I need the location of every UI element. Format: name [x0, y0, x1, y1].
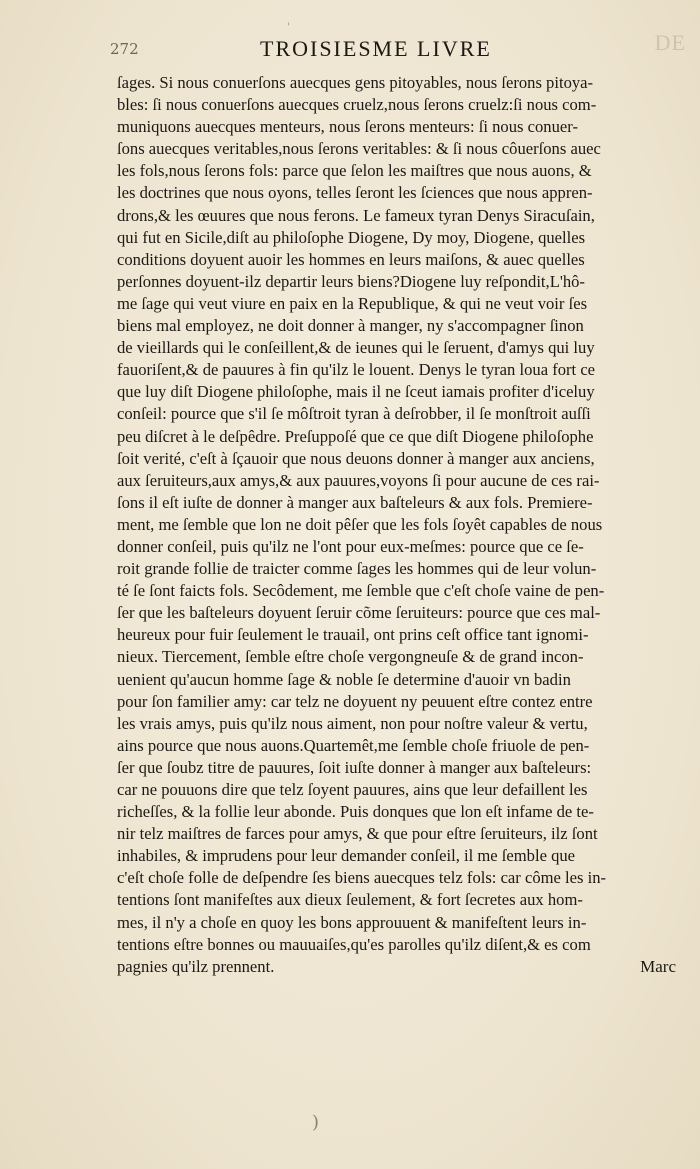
text-line: les vrais amys, puis qu'ilz nous aiment, non pour noſtre valeur & vertu,	[117, 713, 588, 733]
show-through-lines	[117, 975, 677, 1055]
text-line: té ſe ſont faicts fols. Secôdement, me ſemble que c'eſt choſe vaine de pen-	[117, 581, 605, 601]
text-line: perſonnes doyuent-ilz departir leurs biens?Diogene luy reſpondit,L'hô-	[117, 271, 585, 291]
text-line: nieux. Tiercement, ſemble eſtre choſe vergongneuſe & de grand incon-	[117, 647, 584, 667]
text-line: peu diſcret à le deſpêdre. Preſuppoſé que ce que diſt Diogene philoſophe	[117, 426, 594, 446]
text-line: richeſſes, & la follie leur abonde. Puis donques que lon eſt infame de te-	[117, 802, 594, 822]
text-line: qui fut en Sicile,diſt au philoſophe Diogene, Dy moy, Diogene, quelles	[117, 227, 586, 247]
text-line: ſons il eſt iuſte de donner à manger aux baſteleurs & aux fols. Premiere-	[117, 492, 593, 512]
text-line: pagnies qu'ilz prennent.	[117, 956, 275, 976]
text-line: tentions eſtre bonnes ou mauuaiſes,qu'es parolles qu'ilz diſent,& es com	[117, 934, 591, 954]
running-head: TROISIESME LIVRE	[260, 36, 492, 61]
text-line: ſons auecques veritables,nous ſerons veritables: & ſi nous côuerſons auec	[117, 139, 601, 159]
text-line: ſoit verité, c'eſt à ſçauoir que nous deuons donner à manger aux anciens,	[117, 448, 595, 468]
text-line: ſages. Si nous conuerſons auecques gens pitoyables, nous ſerons pitoya-	[117, 73, 594, 92]
show-through-text: DE	[654, 30, 686, 55]
text-line: tentions ſont manifeſtes aux dieux ſeulement, & fort ſecretes aux hom-	[117, 890, 583, 910]
text-line: c'eſt choſe folle de deſpendre ſes biens auecques telz fols: car côme les in-	[117, 868, 607, 888]
text-line: que luy diſt Diogene philoſophe, mais il ne ſceut iamais profiter d'iceluy	[117, 382, 595, 402]
text-line: uenient qu'aucun homme ſage & noble ſe determine d'auoir vn badin	[117, 669, 571, 689]
text-line: aux ſeruiteurs,aux amys,& aux pauures,voyons ſi pour aucune de ces rai-	[117, 470, 600, 490]
text-line: de vieillards qui le conſeillent,& de ieunes qui le ſeruent, d'amys qui luy	[117, 338, 595, 358]
body-text	[117, 72, 677, 978]
text-line: car ne pouuons dire que telz ſoyent pauures, ains que leur defaillent les	[117, 780, 588, 799]
text-line: muniquons auecques menteurs, nous ſerons menteurs: ſi nous conuer-	[117, 117, 578, 137]
text-line: les doctrines que nous oyons, telles ſeront les ſciences que nous appren-	[117, 183, 593, 203]
catchword: Marc	[640, 957, 676, 976]
text-line: biens mal employez, ne doit donner à manger, ny s'accompagner ſinon	[117, 316, 584, 336]
text-line: pour ſon familier amy: car telz ne doyuent ny peuuent eſtre contez entre	[117, 691, 593, 711]
page-header	[110, 36, 670, 66]
text-line: me ſage qui veut viure en paix en la Republique, & qui ne veut voir ſes	[117, 293, 588, 313]
text-line: drons,& les œuures que nous ferons. Le fameux tyran Denys Siracuſain,	[117, 205, 595, 225]
text-line: fauoriſent,& de pauures à fin qu'ilz le louent. Denys le tyran loua fort ce	[117, 360, 596, 380]
text-line: heureux pour fuir ſeulement le trauail, ont prins ceſt office tant ignomi-	[117, 625, 589, 645]
text-line: les fols,nous ſerons fols: parce que ſelon les maiſtres que nous auons, &	[117, 161, 592, 181]
text-line: donner conſeil, puis qu'ilz ne l'ont pour eux-meſmes: pource que ce ſe-	[117, 536, 584, 556]
text-line: conditions doyuent auoir les hommes en leurs maiſons, & auec quelles	[117, 249, 585, 269]
text-line: mes, il n'y a choſe en quoy les bons approuuent & manifeſtent leurs in-	[117, 912, 587, 932]
text-line: roit grande follie de traicter comme ſages les hommes qui de leur volun-	[117, 559, 597, 579]
folio-number: 272	[110, 40, 139, 58]
text-line: ſer que les baſteleurs doyuent ſeruir cõme ſeruiteurs: pource que ces mal-	[117, 603, 601, 623]
text-line: ains pource que nous auons.Quartemêt,me ſemble choſe friuole de pen-	[117, 735, 590, 755]
text-line: bles: ſi nous conuerſons auecques cruelz,nous ſerons cruelz:ſi nous com-	[117, 95, 597, 115]
text-line: nir telz maiſtres de farces pour amys, & que pour eſtre ſeruiteurs, ilz ſont	[117, 824, 598, 844]
bottom-mark: )	[312, 1112, 320, 1133]
text-line: conſeil: pource que s'il ſe môſtroit tyran à deſrobber, il ſe monſtroit auſſi	[117, 404, 591, 424]
gutter-mark: '	[287, 22, 290, 33]
text-line: ſer que ſoubz titre de pauures, ſoit iuſte donner à manger aux baſteleurs:	[117, 757, 592, 777]
text-line: inhabiles, & imprudens pour leur demander conſeil, il me ſemble que	[117, 846, 576, 866]
text-line: ment, me ſemble que lon ne doit pêſer que les fols ſoyêt capables de nous	[117, 514, 603, 534]
